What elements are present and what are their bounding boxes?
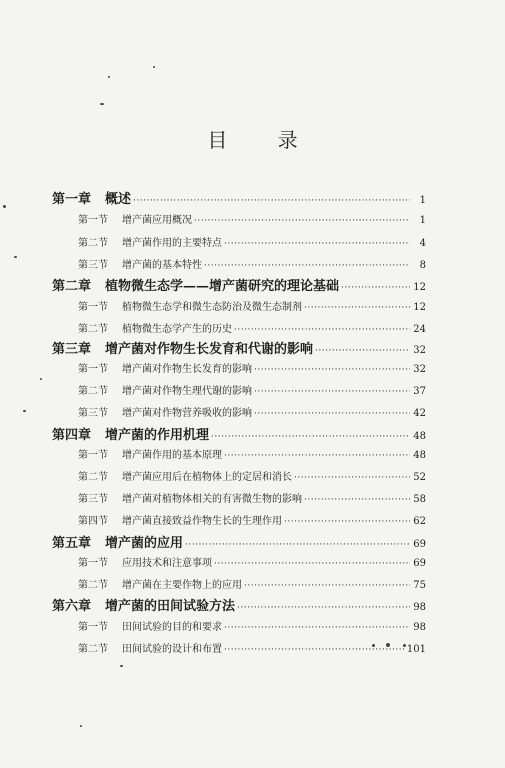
toc-section-1-3[interactable] bbox=[78, 256, 426, 271]
chapter-label: 第二章 bbox=[52, 279, 92, 294]
leader-dots bbox=[294, 473, 410, 483]
section-label: 第一节 bbox=[78, 622, 108, 633]
page-number: 1 bbox=[419, 215, 426, 226]
section-label: 第三节 bbox=[78, 494, 108, 505]
toc-section-5-1[interactable] bbox=[78, 554, 426, 569]
toc-chapter-6[interactable] bbox=[52, 595, 426, 614]
chapter-label: 第四章 bbox=[52, 428, 92, 443]
section-label: 第二节 bbox=[78, 386, 108, 397]
chapter-title: 增产菌的田间试验方法 bbox=[105, 599, 236, 614]
section-label: 第一节 bbox=[78, 364, 108, 375]
toc-section-1-1[interactable] bbox=[78, 211, 426, 226]
leader-dots bbox=[133, 196, 410, 206]
chapter-label: 第三章 bbox=[52, 342, 92, 357]
section-title: 增产菌在主要作物上的应用 bbox=[122, 580, 242, 591]
chapter-label: 第五章 bbox=[52, 536, 92, 551]
chapter-title: 增产菌的应用 bbox=[105, 536, 184, 551]
leader-dots bbox=[284, 517, 410, 527]
page-number: 69 bbox=[413, 539, 426, 550]
section-label: 第二节 bbox=[78, 238, 108, 249]
toc-section-6-2[interactable] bbox=[78, 640, 426, 655]
chapter-label: 第一章 bbox=[52, 192, 92, 207]
chapter-label: 第六章 bbox=[52, 599, 92, 614]
toc-section-2-2[interactable] bbox=[78, 320, 426, 335]
toc-section-4-1[interactable] bbox=[78, 446, 426, 461]
section-title: 增产菌作用的基本原理 bbox=[122, 450, 222, 461]
section-label: 第一节 bbox=[78, 450, 108, 461]
scan-speck bbox=[14, 256, 17, 258]
section-title: 增产菌直接致益作物生长的生理作用 bbox=[122, 516, 282, 527]
chapter-title: 增产菌对作物生长发育和代谢的影响 bbox=[105, 342, 314, 357]
section-label: 第三节 bbox=[78, 408, 108, 419]
section-label: 第一节 bbox=[78, 302, 108, 313]
leader-dots bbox=[234, 325, 410, 335]
chapter-title: 增产菌的作用机理 bbox=[105, 428, 210, 443]
toc-section-3-3[interactable] bbox=[78, 404, 426, 419]
leader-dots bbox=[185, 540, 410, 550]
leader-dots bbox=[194, 216, 410, 226]
section-title: 增产菌对植物体相关的有害微生物的影响 bbox=[122, 494, 302, 505]
scan-speck bbox=[153, 66, 155, 68]
leader-dots bbox=[254, 387, 410, 397]
toc-section-5-2[interactable] bbox=[78, 576, 426, 591]
scan-speck bbox=[372, 644, 375, 647]
scan-speck bbox=[120, 665, 123, 667]
leader-dots bbox=[214, 559, 410, 569]
leader-dots bbox=[204, 261, 410, 271]
section-label: 第四节 bbox=[78, 516, 108, 527]
page-number: 98 bbox=[413, 622, 426, 633]
toc-chapter-4[interactable] bbox=[52, 424, 426, 443]
page-number: 98 bbox=[413, 602, 426, 613]
leader-dots bbox=[315, 346, 410, 356]
leader-dots bbox=[304, 303, 410, 313]
chapter-title: 概述 bbox=[105, 192, 132, 207]
leader-dots bbox=[244, 581, 410, 591]
leader-dots bbox=[224, 239, 410, 249]
page-number: 52 bbox=[413, 472, 426, 483]
page-number: 32 bbox=[413, 364, 426, 375]
leader-dots bbox=[224, 451, 410, 461]
leader-dots bbox=[224, 623, 410, 633]
section-title: 增产菌的基本特性 bbox=[122, 260, 202, 271]
page-number: 62 bbox=[413, 516, 426, 527]
scan-speck bbox=[100, 103, 104, 105]
scan-speck bbox=[3, 205, 6, 208]
page-number: 69 bbox=[413, 558, 426, 569]
toc-section-1-2[interactable] bbox=[78, 234, 426, 249]
page-number: 75 bbox=[413, 580, 426, 591]
section-title: 应用技术和注意事项 bbox=[122, 558, 212, 569]
section-label: 第二节 bbox=[78, 644, 108, 655]
section-label: 第一节 bbox=[78, 558, 108, 569]
page-number: 101 bbox=[406, 644, 426, 655]
toc-section-4-2[interactable] bbox=[78, 468, 426, 483]
section-title: 增产菌对作物生理代谢的影响 bbox=[122, 386, 252, 397]
scan-speck bbox=[80, 725, 82, 727]
section-title: 增产菌应用后在植物体上的定居和消长 bbox=[122, 472, 292, 483]
page-number: 24 bbox=[413, 324, 426, 335]
scan-speck bbox=[108, 76, 110, 78]
section-label: 第二节 bbox=[78, 324, 108, 335]
section-label: 第二节 bbox=[78, 580, 108, 591]
leader-dots bbox=[224, 645, 405, 655]
section-title: 植物微生态学产生的历史 bbox=[122, 324, 232, 335]
section-title: 植物微生态学和微生态防治及微生态制剂 bbox=[122, 302, 302, 313]
page-number: 48 bbox=[413, 431, 426, 442]
toc-chapter-1[interactable] bbox=[52, 188, 426, 207]
scan-speck bbox=[40, 378, 42, 380]
section-title: 田间试验的设计和布置 bbox=[122, 644, 222, 655]
page-title: 目 录 bbox=[207, 128, 320, 152]
section-label: 第一节 bbox=[78, 215, 108, 226]
page-number: 4 bbox=[419, 238, 426, 249]
page-number: 8 bbox=[419, 260, 426, 271]
toc-chapter-2[interactable] bbox=[52, 275, 426, 294]
page-number: 1 bbox=[419, 195, 426, 206]
section-title: 增产菌对作物营养吸收的影响 bbox=[122, 408, 252, 419]
leader-dots bbox=[341, 283, 410, 293]
page-number: 32 bbox=[413, 345, 426, 356]
toc-section-4-3[interactable] bbox=[78, 490, 426, 505]
chapter-title: 植物微生态学——增产菌研究的理论基础 bbox=[105, 279, 340, 294]
page-number: 48 bbox=[413, 450, 426, 461]
section-title: 增产菌作用的主要特点 bbox=[122, 238, 222, 249]
section-title: 田间试验的目的和要求 bbox=[122, 622, 222, 633]
section-label: 第三节 bbox=[78, 260, 108, 271]
toc-section-3-2[interactable] bbox=[78, 382, 426, 397]
section-title: 增产菌对作物生长发育的影响 bbox=[122, 364, 252, 375]
leader-dots bbox=[237, 603, 410, 613]
page-number: 12 bbox=[413, 282, 426, 293]
toc-section-3-1[interactable] bbox=[78, 360, 426, 375]
scan-speck bbox=[403, 644, 406, 647]
leader-dots bbox=[254, 365, 410, 375]
section-label: 第二节 bbox=[78, 472, 108, 483]
toc-chapter-3[interactable] bbox=[52, 338, 426, 357]
leader-dots bbox=[211, 432, 410, 442]
toc-section-2-1[interactable] bbox=[78, 298, 426, 313]
toc-section-6-1[interactable] bbox=[78, 618, 426, 633]
page-number: 42 bbox=[413, 408, 426, 419]
leader-dots bbox=[304, 495, 410, 505]
scan-speck bbox=[386, 643, 390, 647]
page-number: 12 bbox=[413, 302, 426, 313]
page-number: 37 bbox=[413, 386, 426, 397]
toc-section-4-4[interactable] bbox=[78, 512, 426, 527]
toc-chapter-5[interactable] bbox=[52, 532, 426, 551]
scan-speck bbox=[23, 410, 26, 412]
leader-dots bbox=[254, 409, 410, 419]
section-title: 增产菌应用概况 bbox=[122, 215, 192, 226]
page-number: 58 bbox=[413, 494, 426, 505]
